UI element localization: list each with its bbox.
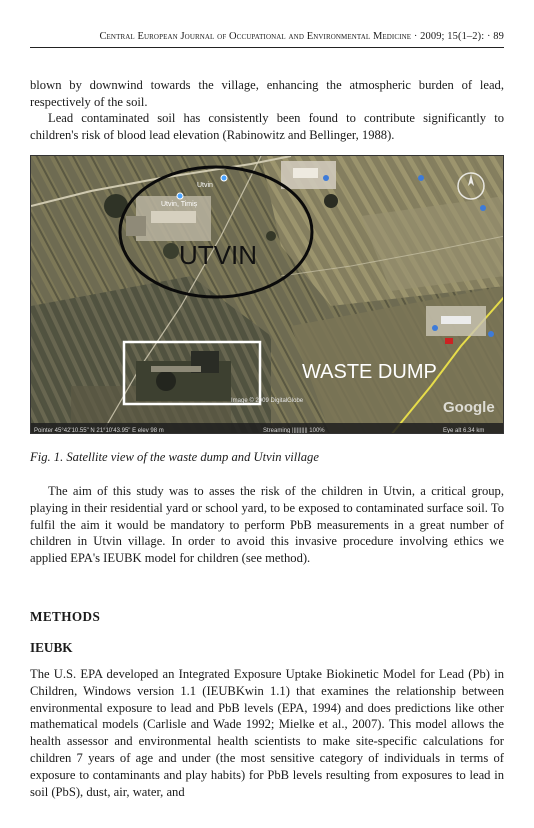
place-label-utvin-timis: Utvin, Timiș	[161, 201, 198, 208]
section-heading-methods: METHODS	[30, 609, 101, 624]
label-utvin: UTVIN	[179, 240, 257, 270]
running-head: Central European Journal of Occupational and Environmental Medicine · 2009; 15(1–2): · 89	[99, 31, 504, 42]
imagery-credit: Image © 2009 DigitalGlobe	[231, 398, 304, 404]
paragraph-aim: The aim of this study was to asses the risk of the children in Utvin, a critical group, playing in their residential yard or school yard, to be exposed to contaminated surface soil. To fulfil the aim it would be mandatory to perform PbB measurements in a great number of children in Utvin village. In order to avoid this invasive procedure involving ethics we applied EPA's IEUBK model for children (see method).	[30, 484, 504, 566]
status-pointer: Pointer 45°42'10.55" N 21°10'43.95" E elev 98 m	[34, 428, 164, 434]
status-streaming: Streaming |||||||||| 100%	[263, 428, 325, 434]
status-eye-alt: Eye alt 6.34 km	[443, 428, 485, 434]
figure-caption: Fig. 1. Satellite view of the waste dump and Utvin village	[30, 450, 319, 464]
paragraph-intro-continued: blown by downwind towards the village, enhancing the atmospheric burden of lead, respectively of the soil.	[30, 78, 504, 109]
paragraph-soil-risk: Lead contaminated soil has consistently been found to contribute significantly to children's risk of blood lead elevation (Rabinowitz and Bellinger, 1988).	[30, 111, 504, 142]
label-waste-dump: WASTE DUMP	[302, 361, 437, 383]
header-rule	[30, 47, 504, 48]
satellite-figure	[30, 155, 504, 434]
subsection-heading-ieubk: IEUBK	[30, 640, 73, 655]
satellite-map	[31, 156, 504, 434]
paragraph-ieubk-description: The U.S. EPA developed an Integrated Exposure Uptake Biokinetic Model for Lead (Pb) in Children, Windows version 1.1 (IEUBKwin 1.1) that examines the relationship between environmental exposure to lead and PbB levels (EPA, 1994) and does predictions like other mathematical models (Carlisle and Wade 1992; Mielke et al., 2007). This model allows the health assessor and environmental health scientists to make site-specific calculations for children 7 years of age and under (the most sensitive category of individuals in terms of exposure to contaminants and play habits) for PbB levels resulting from exposures to lead in soil (PbS), dust, air, water, and	[30, 667, 504, 799]
google-watermark: Google	[443, 399, 495, 416]
place-label-utvin: Utvin	[197, 182, 213, 189]
